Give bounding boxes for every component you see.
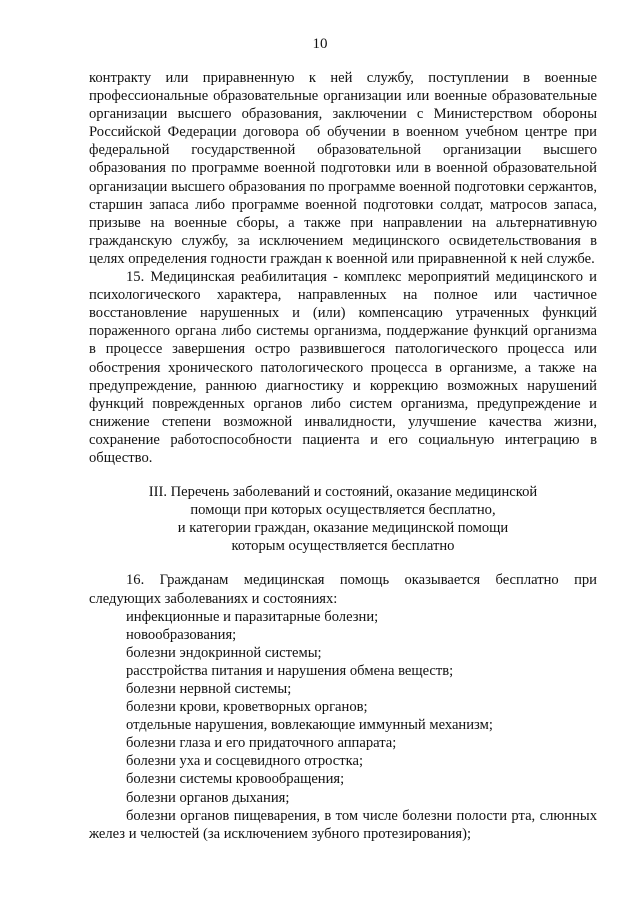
list-item: болезни глаза и его придаточного аппарата; [126,735,397,752]
list-item: инфекционные и паразитарные болезни; [126,608,379,625]
list-item: болезни эндокринной системы; [126,644,322,661]
section-title-line: помощи при которых осуществляется бесплатно, [190,502,496,519]
paragraph-continuation: контракту или приравненную к ней службу, поступлении в военные профессиональные образовательные организации или военные образовательные организации высшего образования, заключении с Министерством обороны Российской Федерации договора об обучении в военном учебном центре при федеральной государственной образовательной организации высшего образования по программе военной подготовки или в военной образовательной организации высшего образования по программе военной подготовки сержантов, старшин запаса либо программе военной подготовки солдат, матросов запаса, призыве на военные сборы, а также при направлении на альтернативную гражданскую службу, за исключением медицинского освидетельствования в целях определения годности граждан к военной или приравненной к ней службе. [89,70,597,267]
list-item: болезни органов дыхания; [126,789,290,806]
page-number: 10 [312,36,328,52]
section-title [89,483,597,555]
section-title-line: и категории граждан, оказание медицинской помощи [177,520,509,537]
paragraph-item-16-intro: 16. Гражданам медицинская помощь оказывается бесплатно при следующих заболеваниях и состояниях: [89,572,597,607]
section-title-line: которым осуществляется бесплатно [231,538,455,555]
disease-list [89,608,597,843]
list-item: болезни органов пищеварения, в том числе болезни полости рта, слюнных желез и челюстей (за исключением зубного протезирования); [89,807,597,842]
paragraph-item-15: 15. Медицинская реабилитация - комплекс мероприятий медицинского и психологического характера, направленных на полное или частичное восстановление нарушенных и (или) компенсацию утраченных функций пораженного органа либо системы организма, поддержание функций организма в процессе завершения остро развившегося патологического процесса или обострения хронического патологического процесса в организме, а также на предупреждение, раннюю диагностику и коррекцию возможных нарушений функций поврежденных органов либо систем организма, предупреждение и снижение степени возможной инвалидности, улучшение качества жизни, сохранение работоспособности пациента и его социальную интеграцию в общество. [89,269,597,466]
section-title-line: III. Перечень заболеваний и состояний, оказание медицинской [148,484,538,501]
list-item: новообразования; [126,626,237,643]
list-item: отдельные нарушения, вовлекающие иммунный механизм; [126,717,493,734]
list-item: болезни нервной системы; [126,681,292,697]
list-item: расстройства питания и нарушения обмена веществ; [126,662,454,679]
list-item: болезни системы кровообращения; [126,771,345,788]
document-body [89,69,597,843]
list-item: болезни крови, кроветворных органов; [126,699,368,716]
list-item: болезни уха и сосцевидного отростка; [126,753,364,770]
